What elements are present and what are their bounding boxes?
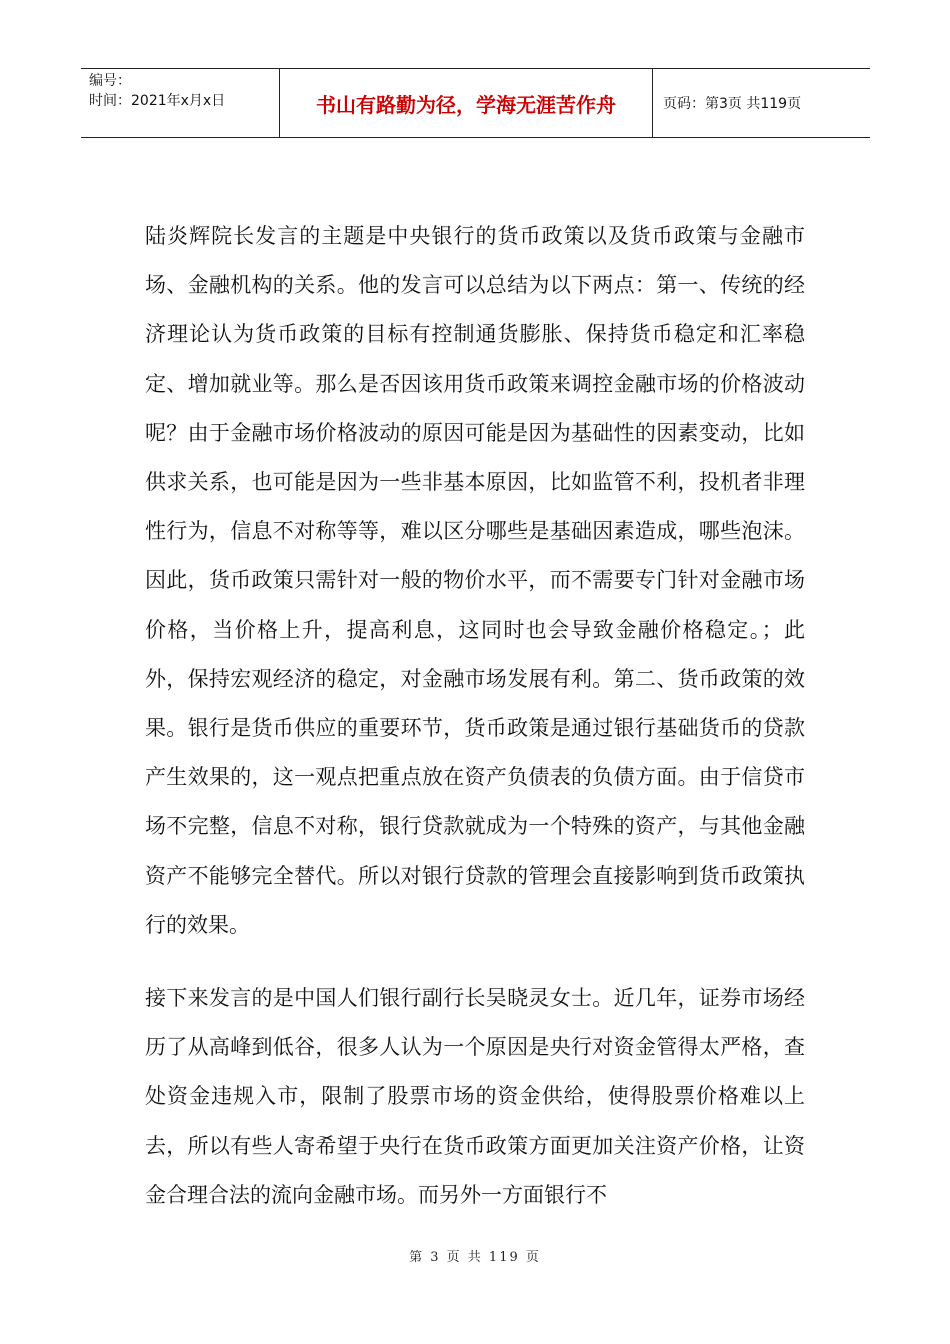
document-body <box>145 212 805 1220</box>
page-footer: 第 3 页 共 119 页 <box>409 1250 541 1265</box>
date-label: 时间：2021年x月x日 <box>89 93 226 109</box>
header-page-info: 页码：第3页 共119页 <box>663 96 802 112</box>
page-header <box>81 68 870 138</box>
header-motto: 书山有路勤为径，学海无涯苦作舟 <box>280 69 653 137</box>
header-meta <box>81 69 280 137</box>
paragraph-2: 接下来发言的是中国人们银行副行长吴晓灵女士。近几年，证券市场经历了从高峰到低谷，很多人认为一个原因是央行对资金管得太严格，查处资金违规入市，限制了股票市场的资金供给，使得股票价格难以上去，所以有些人寄希望于央行在货币政策方面更加关注资产价格，让资金合理合法的流向金融市场。而另外一方面银行不 <box>145 986 805 1207</box>
serial-number-label: 编号： <box>89 73 131 89</box>
paragraph-1: 陆炎辉院长发言的主题是中央银行的货币政策以及货币政策与金融市场、金融机构的关系。他的发言可以总结为以下两点：第一、传统的经济理论认为货币政策的目标有控制通货膨胀、保持货币稳定和汇率稳定、增加就业等。那么是否因该用货币政策来调控金融市场的价格波动呢？由于金融市场价格波动的原因可能是因为基础性的因素变动，比如供求关系，也可能是因为一些非基本原因，比如监管不利，投机者非理性行为，信息不对称等等，难以区分哪些是基础因素造成，哪些泡沫。因此，货币政策只需针对一般的物价水平，而不需要专门针对金融市场价格，当价格上升，提高利息，这同时也会导致金融价格稳定。；此外，保持宏观经济的稳定，对金融市场发展有利。第二、货币政策的效果。银行是货币供应的重要环节，货币政策是通过银行基础货币的贷款产生效果的，这一观点把重点放在资产负债表的负债方面。由于信贷市场不完整，信息不对称，银行贷款就成为一个特殊的资产，与其他金融资产不能够完全替代。所以对银行贷款的管理会直接影响到货币政策执行的效果。 <box>145 224 805 937</box>
